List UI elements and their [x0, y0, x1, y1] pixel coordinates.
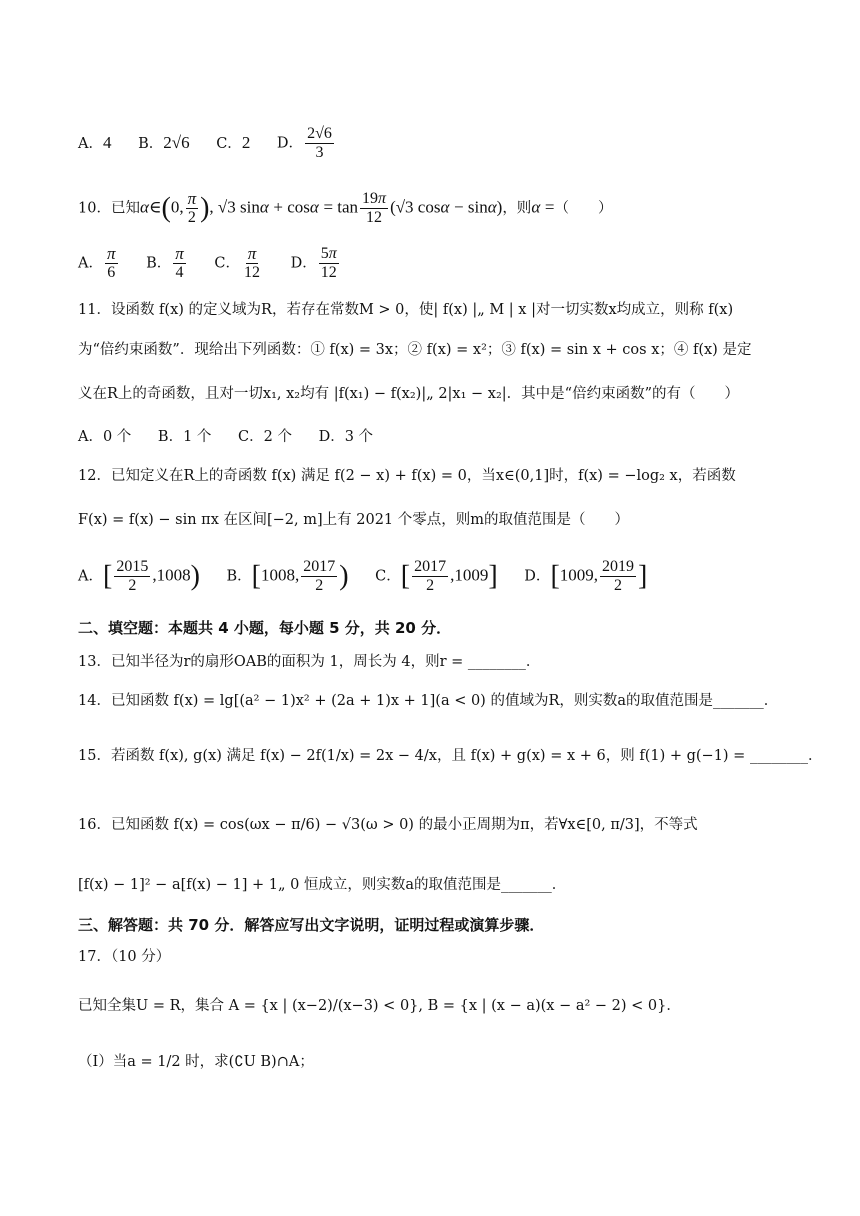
q12-option-b: B．[1008, $\frac{2017}{2}$ )	[226, 558, 349, 594]
q9-option-a: A．4	[78, 132, 112, 152]
q11-line2: 为“倍约束函数”．现给出下列函数：① f(x) = 3x；② f(x) = x²；③ f(x) = sin x + cos x；④ f(x) 是定	[78, 342, 752, 358]
q17-stem: 已知全集U = R，集合 A = {x | (x−2)/(x−3) < 0}, B = {x | (x − a)(x − a² − 2) < 0}．	[78, 998, 681, 1014]
q10-stem: 10．已知α∈(0, $\frac{\pi}{2}$ ), √3 sinα + cosα = tan $\frac{19\pi}{12}$ (√3 cosα − sinα)，则α =（ ）	[78, 189, 613, 226]
q14: 14．已知函数 f(x) = lg[(a² − 1)x² + (2a + 1)x + 1](a < 0) 的值域为R，则实数a的取值范围是_______．	[78, 693, 779, 709]
section-2-heading: 二、填空题：本题共 4 小题，每小题 5 分，共 20 分．	[78, 619, 452, 637]
q11-option-d: D．3 个	[318, 429, 374, 445]
q16-line1: 16．已知函数 f(x) = cos(ωx − π/6) − √3(ω > 0) 的最小正周期为π，若∀x∈[0, π/3]，不等式	[78, 817, 698, 833]
q15: 15．若函数 f(x), g(x) 满足 f(x) − 2f(1/x) = 2x − 4/x，且 f(x) + g(x) = x + 6，则 f(1) + g(−1) = ________．	[78, 748, 823, 764]
q10-option-a: A． $\frac{\pi}{6}$	[78, 244, 116, 281]
q9-option-d: D． $\frac{2√6}{3}$	[276, 125, 332, 161]
q9-option-b: B．2√6	[138, 132, 190, 152]
q10-option-c: C． $\frac{\pi}{12}$	[214, 244, 261, 281]
q17-part1: （Ⅰ）当a = 1/2 时，求(∁U B)∩A；	[78, 1054, 314, 1070]
q13: 13．已知半径为r的扇形OAB的面积为 1，周长为 4，则r = ________．	[78, 654, 541, 670]
q11-line3: 义在R上的奇函数，且对一切x₁, x₂均有 |f(x₁) − f(x₂)|„ 2|x₁ − x₂|．其中是“倍约束函数”的有（ ）	[78, 386, 739, 402]
q12-line2: F(x) = f(x) − sin πx 在区间[−2, m]上有 2021 个零点，则m的取值范围是（ ）	[78, 512, 630, 528]
q9-options	[78, 125, 800, 165]
q10-options	[78, 245, 800, 285]
q12-option-c: C．[ $\frac{2017}{2}$ ,1009]	[375, 558, 498, 594]
q12-option-a: A．[ $\frac{2015}{2}$ ,1008)	[78, 558, 200, 594]
q11-options	[78, 427, 800, 447]
q11-option-c: C．2 个	[238, 429, 292, 445]
q10-option-b: B． $\frac{\pi}{4}$	[146, 244, 184, 281]
q16-line2: [f(x) − 1]² − a[f(x) − 1] + 1„ 0 恒成立，则实数a的取值范围是_______．	[78, 877, 567, 893]
q17-header: 17．（10 分）	[78, 949, 171, 965]
q10-option-d: D． $\frac{5\pi}{12}$	[290, 245, 337, 281]
q12-options	[78, 558, 800, 598]
q11-option-a: A．0 个	[78, 429, 132, 445]
q11-option-b: B．1 个	[157, 429, 212, 445]
q11-line1: 11．设函数 f(x) 的定义域为R，若存在常数M > 0，使| f(x) |„ M | x |对一切实数x均成立，则称 f(x)	[78, 302, 734, 318]
q9-option-c: C．2	[216, 132, 251, 152]
section-3-heading: 三、解答题：共 70 分．解答应写出文字说明，证明过程或演算步骤．	[78, 916, 545, 934]
q12-option-d: D．[1009, $\frac{2019}{2}$ ]	[524, 558, 648, 594]
q12-line1: 12．已知定义在R上的奇函数 f(x) 满足 f(2 − x) + f(x) = 0，当x∈(0,1]时，f(x) = −log₂ x，若函数	[78, 468, 736, 484]
